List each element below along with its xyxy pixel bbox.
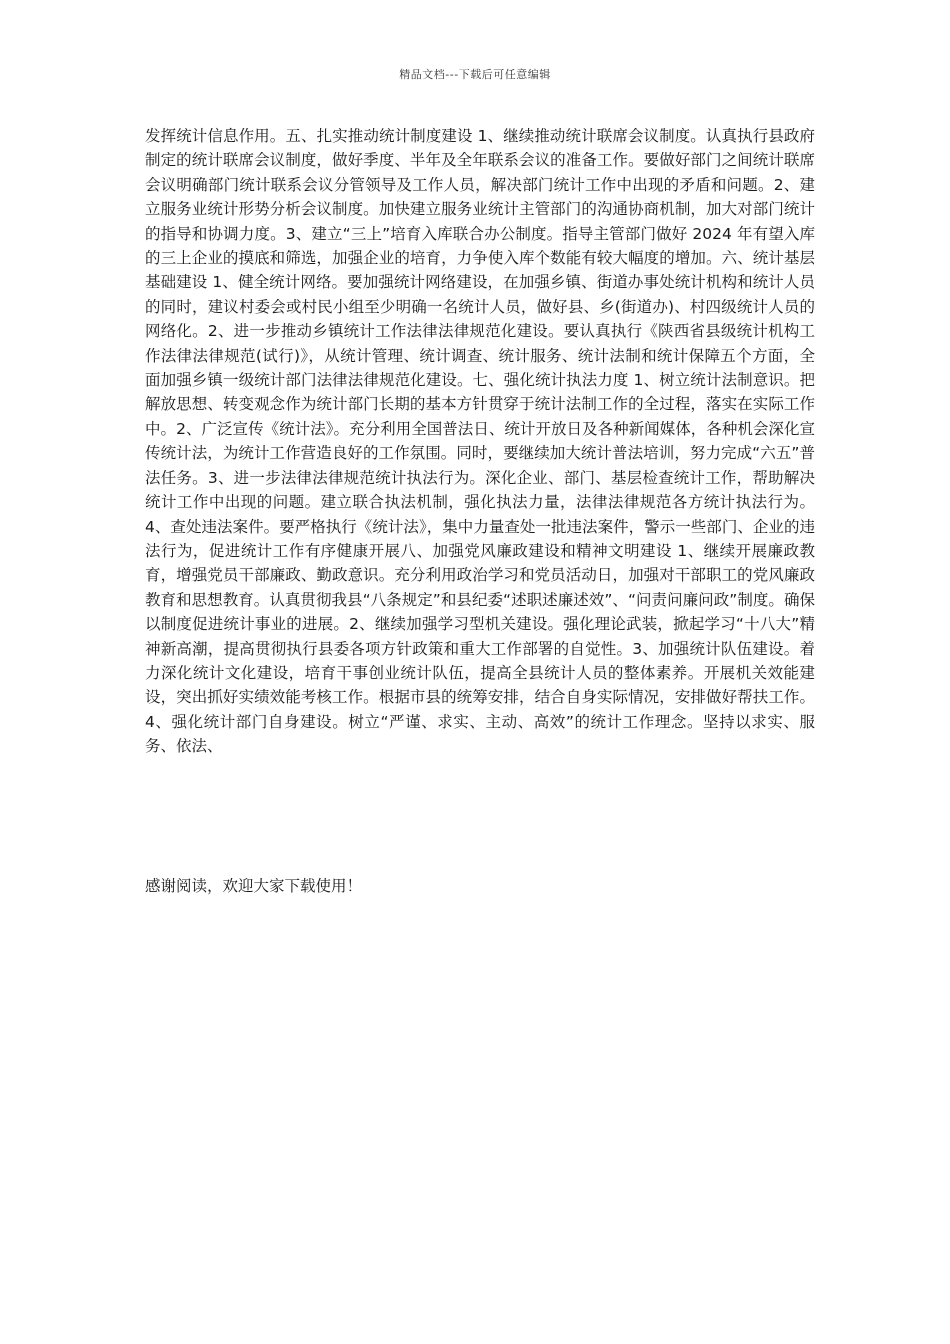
document-body-text: 发挥统计信息作用。五、扎实推动统计制度建设 1、继续推动统计联席会议制度。认真执行县政府制定的统计联席会议制度，做好季度、半年及全年联系会议的准备工作。要做好部门之间统计联席会议明确部门统计联系会议分管领导及工作人员，解决部门统计工作中出现的矛盾和问题。2、建立服务业统计形势分析会议制度。加快建立服务业统计主管部门的沟通协商机制，加大对部门统计的指导和协调力度。3、建立“三上”培育入库联合办公制度。指导主管部门做好 2024 年有望入库的三上企业的摸底和筛选，加强企业的培育，力争使入库个数能有较大幅度的增加。六、统计基层基础建设 1、健全统计网络。要加强统计网络建设，在加强乡镇、街道办事处统计机构和统计人员的同时，建议村委会或村民小组至少明确一名统计人员，做好县、乡(街道办)、村四级统计人员的网络化。2、进一步推动乡镇统计工作法律法律规范化建设。要认真执行《陕西省县级统计机构工作法律法律规范(试行)》，从统计管理、统计调查、统计服务、统计法制和统计保障五个方面，全面加强乡镇一级统计部门法律法律规范化建设。七、强化统计执法力度 1、树立统计法制意识。把解放思想、转变观念作为统计部门长期的基本方针贯穿于统计法制工作的全过程，落实在实际工作中。2、广泛宣传《统计法》。充分利用全国普法日、统计开放日及各种新闻媒体，各种机会深化宣传统计法，为统计工作营造良好的工作氛围。同时，要继续加大统计普法培训，努力完成“六五”普法任务。3、进一步法律法律规范统计执法行为。深化企业、部门、基层检查统计工作，帮助解决统计工作中出现的问题。建立联合执法机制，强化执法力量，法律法律规范各方统计执法行为。4、查处违法案件。要严格执行《统计法》，集中力量查处一批违法案件，警示一些部门、企业的违法行为，促进统计工作有序健康开展八、加强党风廉政建设和精神文明建设 1、继续开展廉政教育，增强党员干部廉政、勤政意识。充分利用政治学习和党员活动日，加强对干部职工的党风廉政教育和思想教育。认真贯彻我县“八条规定”和县纪委“述职述廉述效”、“问责问廉问政”制度。确保以制度促进统计事业的进展。2、继续加强学习型机关建设。强化理论武装，掀起学习“十八大”精神新高潮，提高贯彻执行县委各项方针政策和重大工作部署的自觉性。3、加强统计队伍建设。着力深化统计文化建设，培育干事创业统计队伍，提高全县统计人员的整体素养。开展机关效能建设，突出抓好实绩效能考核工作。根据市县的统筹安排，结合自身实际情况，安排做好帮扶工作。4、强化统计部门自身建设。树立“严谨、求实、主动、高效”的统计工作理念。坚持以求实、服务、依法、 (145, 127, 815, 756)
page-header: 精品文档---下载后可任意编辑 (399, 68, 551, 81)
closing-text: 感谢阅读，欢迎大家下载使用！ (145, 877, 363, 895)
